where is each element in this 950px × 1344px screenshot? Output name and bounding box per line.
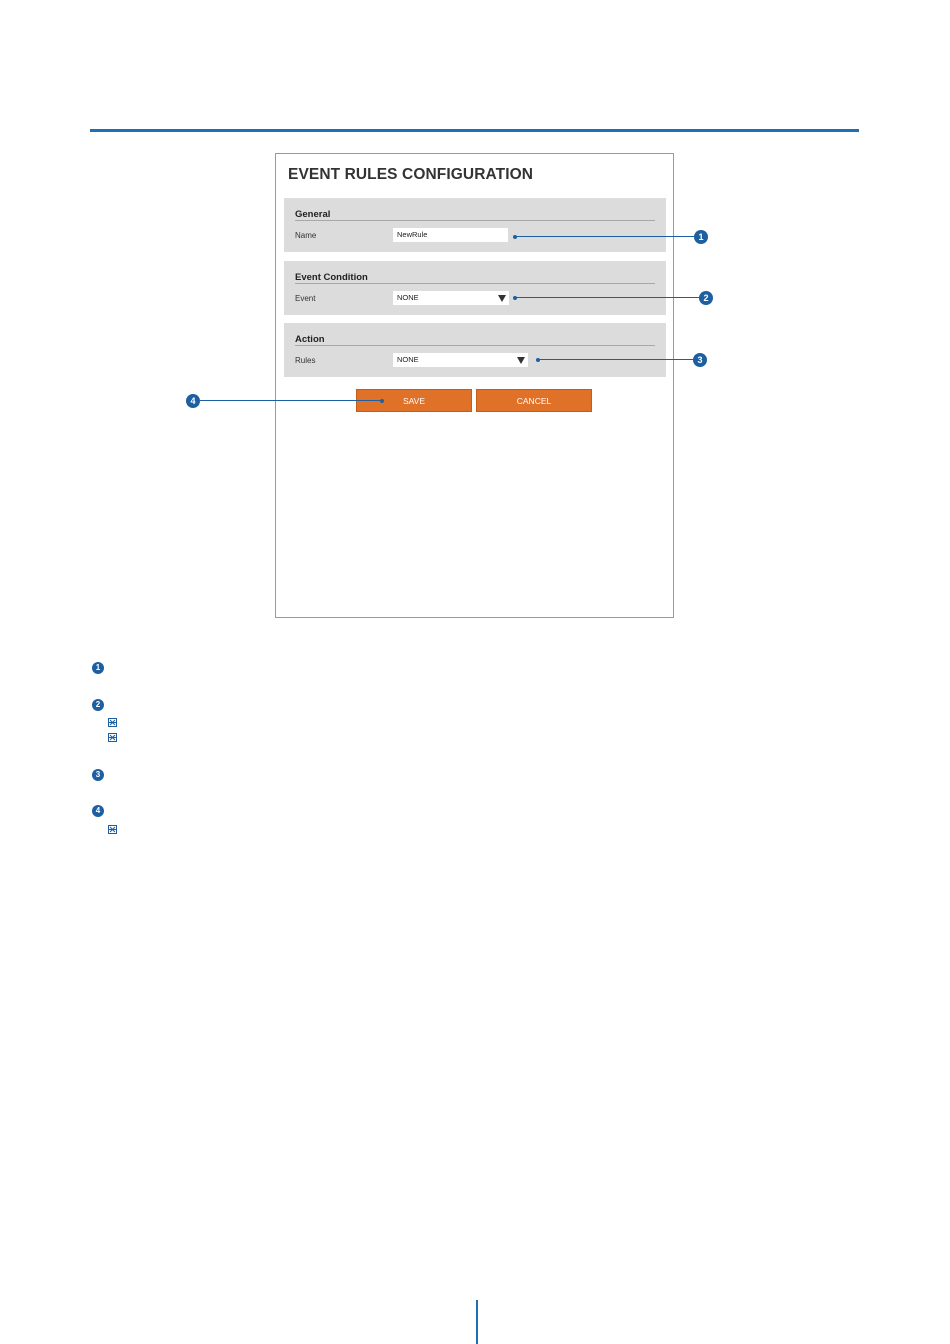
note-icon — [108, 733, 117, 742]
general-section — [284, 198, 666, 252]
section-divider — [295, 283, 655, 284]
note-icon — [108, 718, 117, 727]
dropdown-arrow-icon — [498, 295, 506, 302]
event-condition-section — [284, 261, 666, 315]
callout-badge-3: 3 — [693, 353, 707, 367]
panel-title: EVENT RULES CONFIGURATION — [288, 166, 534, 183]
rules-label: Rules — [295, 356, 316, 365]
callout-badge-4: 4 — [186, 394, 200, 408]
event-rules-panel — [275, 153, 674, 618]
event-select-value: NONE — [397, 293, 419, 302]
section-divider — [295, 345, 655, 346]
event-label: Event — [295, 294, 316, 303]
callout-line — [515, 236, 695, 237]
dropdown-arrow-icon — [517, 357, 525, 364]
header-rule — [90, 129, 859, 132]
name-input[interactable] — [393, 228, 508, 242]
legend-badge-1: 1 — [92, 662, 104, 674]
page-marker — [476, 1300, 478, 1344]
section-divider — [295, 220, 655, 221]
rules-select-value: NONE — [397, 355, 419, 364]
note-icon — [108, 825, 117, 834]
action-heading: Action — [295, 334, 325, 345]
event-select[interactable] — [393, 291, 509, 305]
callout-badge-2: 2 — [699, 291, 713, 305]
cancel-button[interactable]: CANCEL — [476, 389, 592, 412]
callout-badge-1: 1 — [694, 230, 708, 244]
name-label: Name — [295, 231, 317, 240]
callout-dot — [380, 399, 384, 403]
legend-badge-4: 4 — [92, 805, 104, 817]
event-condition-heading: Event Condition — [295, 272, 368, 283]
save-button[interactable]: SAVE — [356, 389, 472, 412]
callout-line — [515, 297, 700, 298]
rules-select[interactable] — [393, 353, 528, 367]
general-heading: General — [295, 209, 331, 220]
callout-line — [200, 400, 380, 401]
callout-line — [538, 359, 694, 360]
action-section — [284, 323, 666, 377]
legend-badge-3: 3 — [92, 769, 104, 781]
legend-badge-2: 2 — [92, 699, 104, 711]
